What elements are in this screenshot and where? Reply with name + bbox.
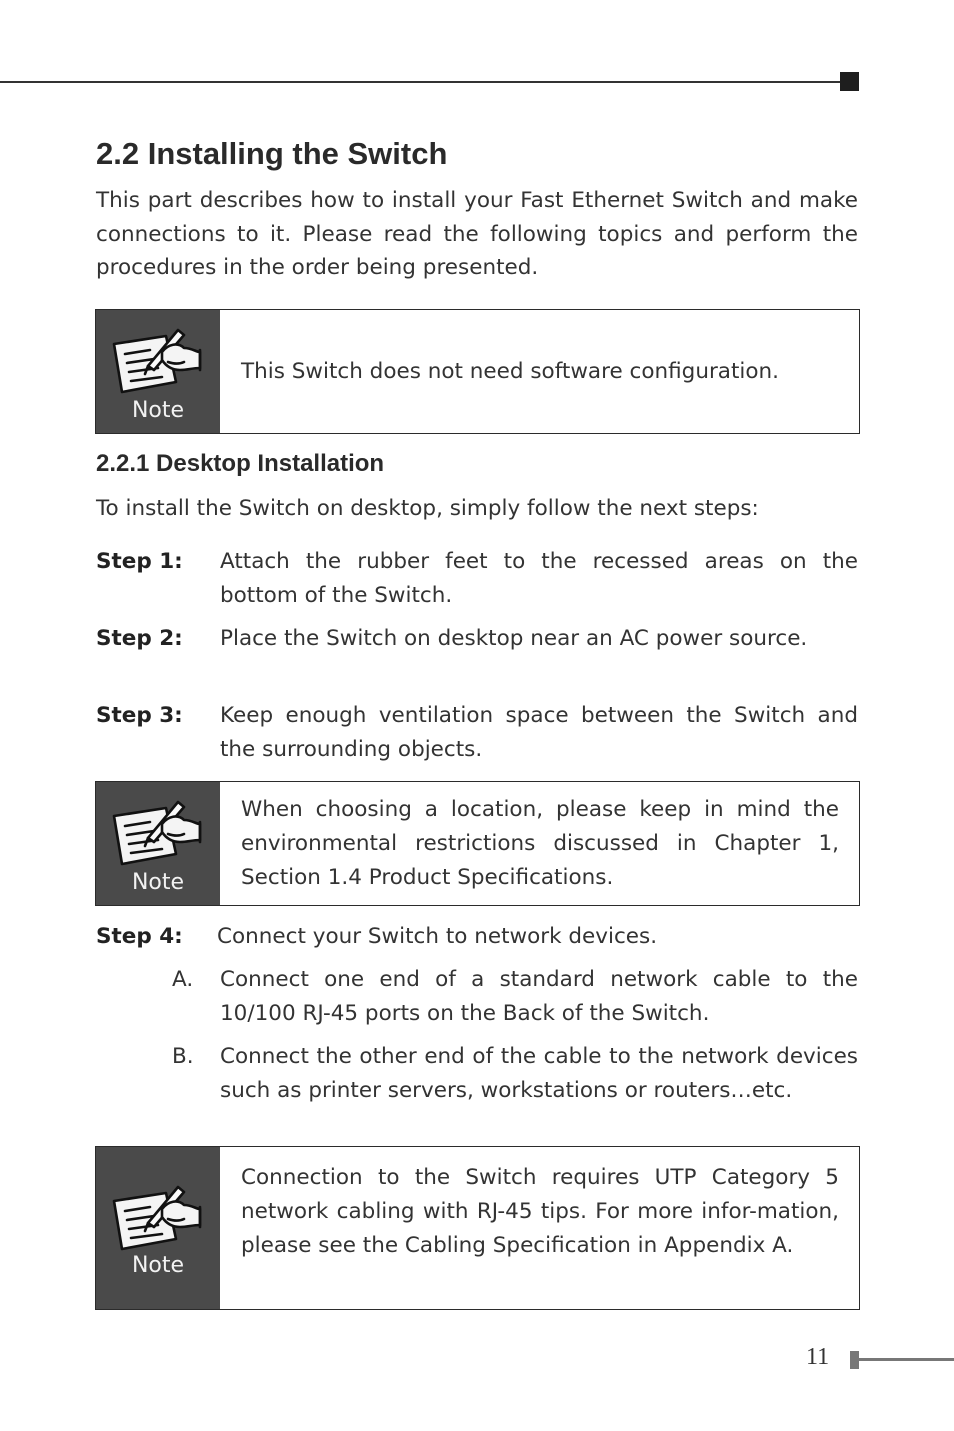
note-box-2 [95, 781, 860, 906]
note-label: Note [131, 1253, 185, 1278]
note-sidebar [96, 782, 220, 905]
section-intro: This part describes how to install your Fast Ethernet Switch and make connections to it. Please read the following topics and perform the procedures in the order being presented. [96, 188, 858, 280]
note-text: This Switch does not need software configuration. [241, 359, 779, 384]
substep-a-letter: A. [172, 967, 194, 992]
note-writing-hand-icon [108, 792, 208, 867]
substep-b-letter: B. [172, 1044, 194, 1069]
footer-rule [859, 1358, 954, 1361]
note-text: Connection to the Switch requires UTP Category 5 network cabling with RJ-45 tips. For more infor-mation, please see the Cabling Specification in Appendix A. [241, 1165, 839, 1258]
footer-square-marker [850, 1351, 859, 1369]
substep-b-text: Connect the other end of the cable to the network devices such as printer servers, workstations or routers…etc. [220, 1044, 858, 1103]
note-box-3 [95, 1146, 860, 1310]
page-number: 11 [806, 1344, 830, 1370]
substep-a-text: Connect one end of a standard network cable to the 10/100 RJ-45 ports on the Back of the Switch. [220, 967, 858, 1026]
note-label: Note [131, 870, 185, 895]
step-1-label: Step 1: [96, 549, 183, 574]
step-2-text: Place the Switch on desktop near an AC power source. [220, 626, 808, 651]
step-3-label: Step 3: [96, 703, 183, 728]
note-text: When choosing a location, please keep in mind the environmental restrictions discussed in Chapter 1, Section 1.4 Product Specifications. [241, 797, 839, 890]
note-sidebar [96, 310, 220, 433]
subsection-intro: To install the Switch on desktop, simply follow the next steps: [96, 496, 759, 521]
step-1-text: Attach the rubber feet to the recessed areas on the bottom of the Switch. [220, 549, 858, 608]
section-title: 2.2 Installing the Switch [96, 136, 448, 171]
step-2-label: Step 2: [96, 626, 183, 651]
header-rule [0, 81, 846, 83]
step-4-text: Connect your Switch to network devices. [217, 924, 658, 949]
note-box-1 [95, 309, 860, 434]
note-label: Note [131, 398, 185, 423]
step-4-label: Step 4: [96, 924, 183, 949]
header-square-marker [840, 72, 859, 91]
subsection-title: 2.2.1 Desktop Installation [96, 450, 385, 477]
note-writing-hand-icon [108, 320, 208, 395]
note-writing-hand-icon [108, 1177, 208, 1252]
note-sidebar [96, 1147, 220, 1309]
step-3-text: Keep enough ventilation space between the Switch and the surrounding objects. [220, 703, 858, 762]
